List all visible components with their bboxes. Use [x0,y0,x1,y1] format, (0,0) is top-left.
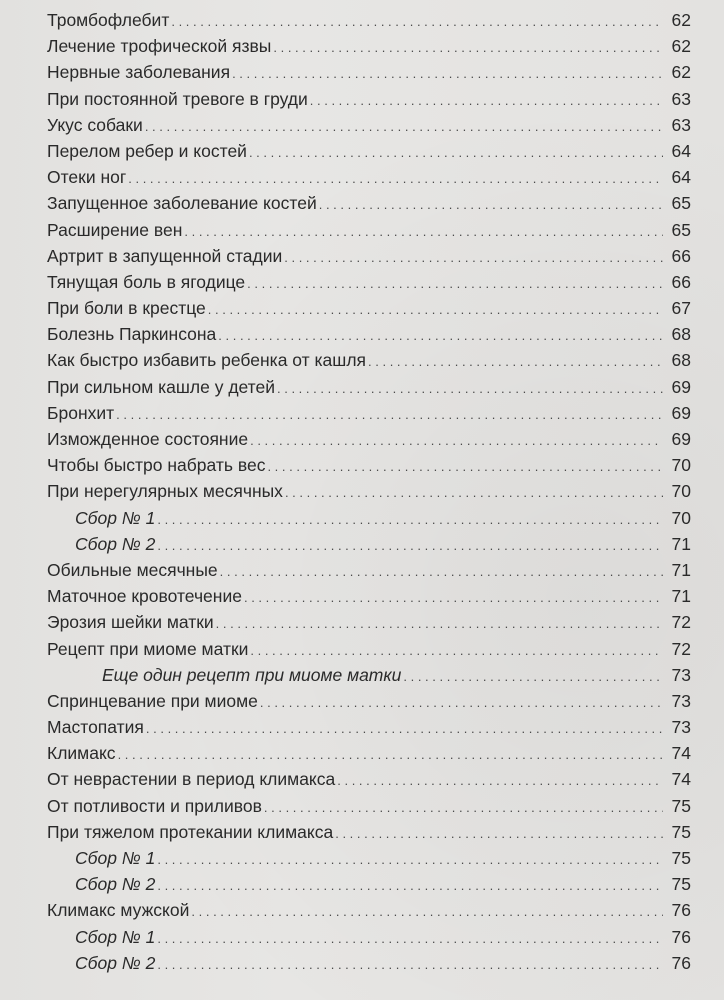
toc-dot-leader [244,590,663,605]
toc-entry [47,36,691,62]
toc-entry [47,508,691,534]
toc-entry-page-number: 69 [671,402,691,423]
toc-entry-title: Сбор № 2 [75,533,156,554]
toc-entry-title: При сильном кашле у детей [47,376,276,397]
toc-entry-title: Климакс [47,743,116,764]
toc-entry [47,272,691,298]
toc-entry-title: Лечение трофической язвы [47,36,272,57]
toc-entry-page-number: 72 [671,612,691,633]
toc-entry [47,89,691,115]
toc-entry [47,62,691,88]
toc-entry-title: Перелом ребер и костей [47,140,247,161]
toc-dot-leader [267,459,663,474]
toc-entry-title: Чтобы быстро набрать вес [47,455,266,476]
toc-entry-page-number: 71 [671,533,691,554]
toc-entry [47,822,691,848]
toc-dot-leader [171,14,663,29]
toc-entry [47,665,691,691]
toc-entry [47,639,691,665]
toc-entry-page-number: 70 [671,507,691,528]
toc-entry [47,429,691,455]
toc-dot-leader [249,145,663,160]
toc-entry [47,455,691,481]
toc-entry [47,796,691,822]
toc-entry-page-number: 75 [671,874,691,895]
toc-entry-title: От неврастении в период климакса [47,769,336,790]
toc-dot-leader [319,197,663,212]
toc-entry [47,534,691,560]
toc-entry-page-number: 62 [671,36,691,57]
toc-entry-page-number: 64 [671,140,691,161]
toc-entry-title: Обильные месячные [47,559,218,580]
toc-entry-title: Изможденное состояние [47,429,249,449]
toc-entry-title: Сбор № 2 [75,952,156,973]
toc-entry [47,481,691,507]
toc-entry-title: Тянущая боль в ягодице [47,271,246,292]
toc-entry [47,246,691,272]
toc-entry-page-number: 63 [671,114,691,135]
toc-dot-leader [157,538,663,553]
table-of-contents [47,10,691,979]
toc-entry-page-number: 72 [671,638,691,659]
toc-entry [47,717,691,743]
toc-dot-leader [277,381,663,396]
toc-dot-leader [232,66,663,81]
toc-dot-leader [220,564,663,579]
toc-entry-title: Сбор № 1 [75,926,156,947]
toc-entry-page-number: 75 [671,848,691,868]
toc-entry-page-number: 68 [671,350,691,371]
toc-entry [47,560,691,586]
toc-dot-leader [250,433,663,448]
toc-entry-title: Как быстро избавить ребенка от кашля [47,350,367,371]
toc-entry-page-number: 73 [671,717,691,738]
toc-entry [47,220,691,246]
toc-dot-leader [128,171,663,186]
toc-entry-page-number: 69 [671,429,691,449]
toc-entry-title: При постоянной тревоге в груди [47,88,308,109]
toc-entry-title: Сбор № 1 [75,507,156,528]
toc-entry-page-number: 76 [671,952,691,973]
toc-entry-title: Климакс мужской [47,900,190,921]
toc-dot-leader [250,643,663,658]
toc-entry-page-number: 74 [671,743,691,764]
toc-entry-title: Сбор № 1 [75,848,156,868]
toc-entry-title: Бронхит [47,402,115,423]
toc-entry [47,193,691,219]
toc-dot-leader [264,800,663,815]
toc-entry [47,848,691,874]
toc-entry-title: Еще один рецепт при миоме матки [102,664,402,685]
toc-dot-leader [184,224,663,239]
toc-entry-page-number: 70 [671,455,691,476]
toc-entry [47,586,691,612]
toc-dot-leader [285,485,663,500]
toc-entry [47,900,691,926]
toc-dot-leader [157,957,663,972]
toc-entry-title: Эрозия шейки матки [47,612,214,633]
toc-dot-leader [157,852,663,867]
toc-entry-page-number: 62 [671,62,691,83]
toc-entry-title: Отеки ног [47,167,127,188]
toc-entry-title: Сбор № 2 [75,874,156,895]
toc-entry-page-number: 75 [671,821,691,842]
toc-entry-title: Нервные заболевания [47,62,231,83]
toc-entry-page-number: 76 [671,900,691,921]
toc-dot-leader [403,669,663,684]
toc-entry [47,377,691,403]
toc-entry [47,115,691,141]
toc-entry-title: Укус собаки [47,114,143,135]
toc-entry [47,691,691,717]
toc-entry [47,324,691,350]
toc-dot-leader [118,747,663,762]
toc-entry-title: При нерегулярных месячных [47,481,283,502]
toc-dot-leader [335,826,663,841]
toc-entry [47,612,691,638]
toc-entry-title: Спринцевание при миоме [47,690,258,711]
toc-dot-leader [157,512,663,527]
toc-entry-page-number: 73 [671,664,691,685]
toc-dot-leader [146,721,663,736]
toc-dot-leader [145,119,663,134]
toc-entry-title: При тяжелом протекании климакса [47,821,334,842]
toc-entry [47,769,691,795]
toc-dot-leader [247,276,663,291]
toc-entry-page-number: 66 [671,245,691,266]
toc-entry-title: Болезнь Паркинсона [47,324,217,345]
toc-entry [47,927,691,953]
toc-dot-leader [260,695,663,710]
toc-dot-leader [116,407,663,422]
toc-dot-leader [284,250,663,265]
toc-entry-page-number: 64 [671,167,691,188]
toc-entry-page-number: 75 [671,795,691,816]
toc-dot-leader [208,302,663,317]
toc-entry-page-number: 71 [671,559,691,580]
toc-entry-title: Рецепт при миоме матки [47,638,249,659]
toc-entry [47,10,691,36]
toc-entry [47,953,691,979]
toc-entry [47,743,691,769]
toc-entry [47,141,691,167]
toc-dot-leader [337,773,663,788]
toc-entry-page-number: 73 [671,690,691,711]
toc-entry-title: При боли в крестце [47,298,206,319]
toc-dot-leader [216,616,663,631]
toc-dot-leader [218,328,663,343]
toc-entry-page-number: 76 [671,926,691,947]
toc-entry-title: От потливости и приливов [47,795,262,816]
toc-entry-page-number: 68 [671,324,691,345]
toc-dot-leader [273,40,663,55]
toc-entry-page-number: 63 [671,88,691,109]
toc-entry [47,298,691,324]
toc-entry-title: Артрит в запущенной стадии [47,245,283,266]
toc-entry-page-number: 67 [671,298,691,319]
toc-dot-leader [157,878,663,893]
toc-entry [47,350,691,376]
toc-entry-title: Маточное кровотечение [47,586,242,607]
toc-entry-title: Мастопатия [47,717,144,738]
toc-entry-page-number: 74 [671,769,691,790]
toc-dot-leader [368,354,663,369]
toc-entry-page-number: 71 [671,586,691,607]
toc-entry [47,874,691,900]
toc-entry-page-number: 65 [671,219,691,240]
toc-entry [47,167,691,193]
toc-entry-title: Запущенное заболевание костей [47,193,317,214]
toc-entry-title: Тромбофлебит [47,10,170,30]
toc-entry-page-number: 66 [671,271,691,292]
toc-entry-page-number: 70 [671,481,691,502]
toc-entry-page-number: 65 [671,193,691,214]
toc-entry [47,403,691,429]
toc-entry-page-number: 62 [671,10,691,30]
toc-dot-leader [310,93,663,108]
toc-dot-leader [191,904,663,919]
toc-entry-page-number: 69 [671,376,691,397]
toc-entry-title: Расширение вен [47,219,183,240]
toc-dot-leader [157,931,663,946]
